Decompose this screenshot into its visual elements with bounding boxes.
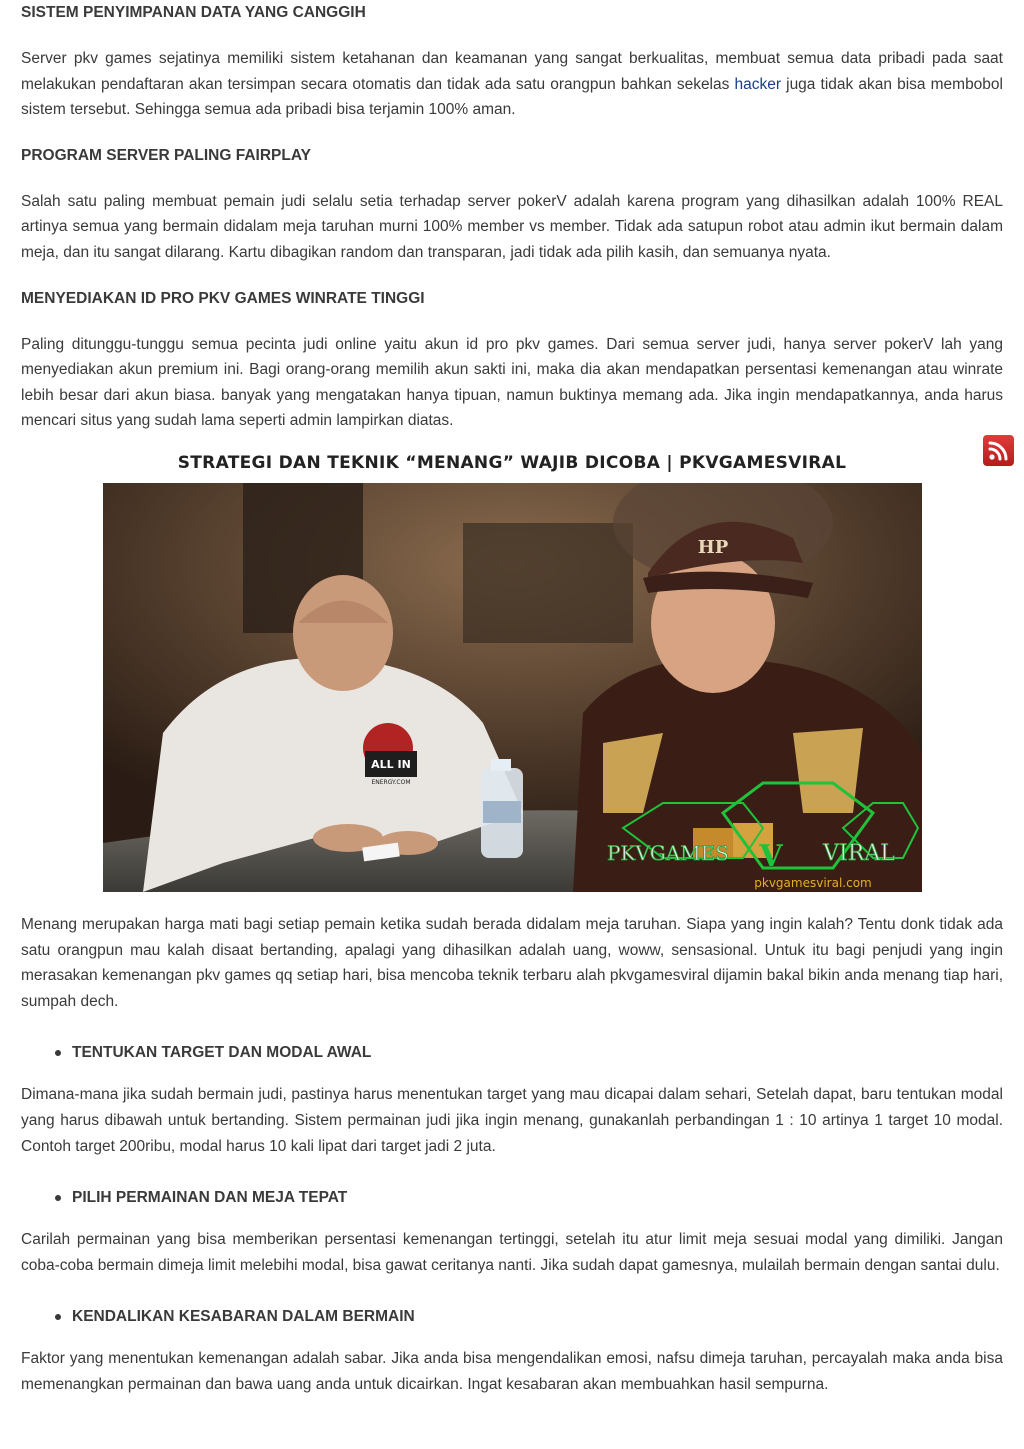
poker-players-photo [103, 483, 922, 892]
section-heading: MENYEDIAKAN ID PRO PKV GAMES WINRATE TINGGI [21, 289, 425, 307]
section-paragraph: Salah satu paling membuat pemain judi selalu setia terhadap server pokerV adalah karena program yang dihasilkan adalah 100% REAL artinya semua yang bermain didalam meja taruhan murni 100% member vs member. Tidak ada satupun robot atau admin ikut bermain dalam meja, dan itu sangat dilarang. Kartu dibagikan random dan transparan, jadi tidak ada pilih kasih, dan semuanya nyata. [21, 192, 1003, 261]
hacker-link[interactable]: hacker [734, 75, 782, 93]
tip-paragraph: Dimana-mana jika sudah bermain judi, pastinya harus menentukan target yang mau dicapai dalam sehari, Setelah dapat, baru tentukan modal yang harus dibawah untuk bertanding. Sistem permainan judi jika ingin menang, gunakanlah perbandingan 1 : 10 artinya 1 target 10 modal. Contoh target 200ribu, modal harus 10 kali lipat dari target jadi 2 juta. [21, 1086, 1003, 1155]
watermark-mid: V [759, 838, 783, 874]
rss-feed-button[interactable] [983, 435, 1014, 466]
bullet-icon [55, 1050, 61, 1056]
photo-illustration [103, 483, 922, 892]
intro-paragraph: Menang merupakan harga mati bagi setiap pemain ketika sudah berada didalam meja taruhan. Siapa yang ingin kalah? Tentu donk tidak ada satu orangpun mau kalah disaat bertanding, apalagi yang dihasilkan adalah uang, woww, sensasional. Untuk itu bagi penjudi yang ingin merasakan kemenangan pkv games qq setiap hari, bisa mencoba teknik terbaru alah pkvgamesviral dijamin bakal bikin anda menang tiap hari, sumpah dech. [21, 915, 1003, 1010]
tip-heading: KENDALIKAN KESABARAN DALAM BERMAIN [72, 1308, 415, 1326]
tip-heading-item [55, 1185, 1003, 1211]
section-heading: SISTEM PENYIMPANAN DATA YANG CANGGIH [21, 4, 366, 21]
tip-heading-item [55, 1304, 1003, 1330]
cap-logo: HP [697, 536, 729, 558]
section-paragraph: Paling ditunggu-tunggu semua pecinta judi online yaitu akun id pro pkv games. Dari semua server judi, hanya server pokerV lah yang menyediakan akun premium ini. Bagi orang-orang memilih akun sakti ini, maka dia akan mendapatkan persentasi kemenangan atau winrate lebih besar dari akun biasa. banyak yang mengatakan hanya tipuan, namun buktinya memang ada. Jika ingin mendapatkannya, anda harus mencari situs yang sudah lama seperti admin lampirkan diatas. [21, 335, 1003, 430]
hoodie-badge-small: ENERGY.COM [371, 778, 411, 786]
tip-heading-item [55, 1040, 1003, 1066]
tip-heading: PILIH PERMAINAN DAN MEJA TEPAT [72, 1189, 348, 1207]
section-paragraph: Server pkv games sejatinya memiliki sistem ketahanan dan keamanan yang sangat berkualitas, membuat semua data pribadi pada saat melakukan pendaftaran akan tersimpan secara otomatis dan tidak ada satu orangpun bahkan sekelas hacker juga tidak akan bisa membobol sistem tersebut. Sehingga semua ada pribadi bisa terjamin 100% aman. [21, 50, 1003, 119]
hoodie-badge-text: ALL IN [371, 757, 411, 771]
section-heading: PROGRAM SERVER PALING FAIRPLAY [21, 146, 311, 164]
tip-paragraph: Faktor yang menentukan kemenangan adalah sabar. Jika anda bisa mengendalikan emosi, nafsu dimeja taruhan, percayalah maka anda bisa memenangkan permainan dan bawa uang anda untuk dicairkan. Ingat kesabaran akan membuahkan hasil sempurna. [21, 1350, 1003, 1393]
rss-feed-icon [983, 435, 1014, 466]
watermark-left: PKVGAMES [606, 840, 730, 865]
tip-paragraph: Carilah permainan yang bisa memberikan persentasi kemenangan tertinggi, setelah itu atur limit meja sesuai modal yang dimiliki. Jangan coba-coba bermain dimeja limit melebihi modal, bisa gawat ceritanya nanti. Jika sudah dapat gamesnya, mulailah bermain dengan santai dulu. [21, 1231, 1003, 1274]
watermark-url: pkvgamesviral.com [754, 875, 872, 890]
tip-heading: TENTUKAN TARGET DAN MODAL AWAL [72, 1044, 372, 1062]
watermark-right: VIRAL [823, 840, 895, 866]
figure-title: STRATEGI DAN TEKNIK “MENANG” WAJIB DICOBA | PKVGAMESVIRAL [177, 452, 847, 473]
bullet-icon [55, 1195, 61, 1201]
article-content [21, 0, 1003, 1397]
bullet-icon [55, 1314, 61, 1320]
